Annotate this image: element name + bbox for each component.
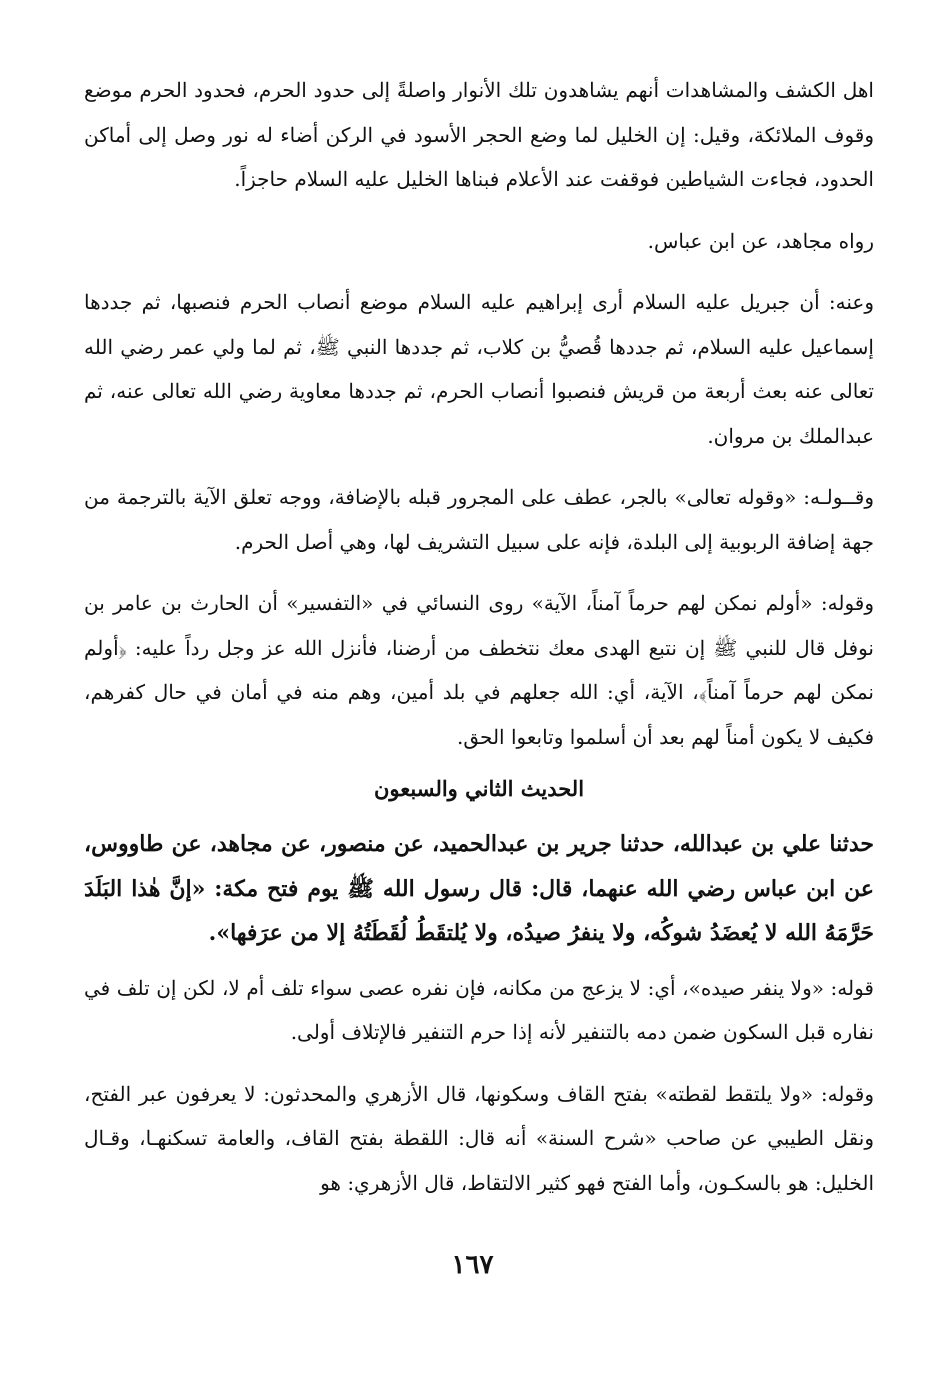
paragraph-4: وقــولـه: «وقوله تعالى» بالجر، عطف على المجرور قبله بالإضافة، ووجه تعلق الآية بالترجمة من جهة إضافة الربوبية إلى البلدة، فإنه على سبيل التشريف لها، وهي أصل الحرم. [84,485,874,554]
page-number: ١٦٧ [451,1250,494,1280]
page-body [84,68,874,1222]
paragraph-5: وقوله: «أولم نمكن لهم حرماً آمناً، الآية» روى النسائي في «التفسير» أن الحارث بن عامر بن نوفل قال للنبي ﷺ إن نتبع الهدى معك نتخطف من أرضنا، فأنزل الله عز وجل رداً عليه: ﴿أولم نمكن لهم حرماً آمناً﴾، الآية، أي: الله جعلهم في بلد أمين، وهم منه في أمان في حال كفرهم، فكيف لا يكون أمناً لهم بعد أن أسلموا وتابعوا الحق. [84,591,874,749]
paragraph-2: رواه مجاهد، عن ابن عباس. [647,228,874,253]
hadith-text: حدثنا علي بن عبدالله، حدثنا جرير بن عبدالحميد، عن منصور، عن مجاهد، عن طاووس، عن ابن عباس رضي الله عنهما، قال: قال رسول الله ﷺ يوم فتح مكة: «إنَّ هٰذا البَلَدَ حَرَّمَهُ الله لا يُعضَدُ شوكُه، ولا ينفرُ صيدُه، ولا يُلتقَطُ لُقَطَتُهُ إلا من عرَفها». [84,831,874,946]
paragraph-3: وعنه: أن جبريل عليه السلام أرى إبراهيم عليه السلام موضع أنصاب الحرم فنصبها، ثم جددها إسماعيل عليه السلام، ثم جددها قُصيُّ بن كلاب، ثم جددها النبي ﷺ، ثم لما ولي عمر رضي الله تعالى عنه بعث أربعة من قريش فنصبوا أنصاب الحرم، ثم جددها معاوية رضي الله تعالى عنه، ثم عبدالملك بن مروان. [84,290,874,448]
commentary-2: وقوله: «ولا يلتقط لقطته» بفتح القاف وسكونها، قال الأزهري والمحدثون: لا يعرفون عبر الفتح، ونقل الطيبي عن صاحب «شرح السنة» أنه قال: اللقطة بفتح القاف، والعامة تسكنهـا، وقـال الخليل: هو بالسكـون، وأما الفتح فهو كثير الالتقاط، قال الأزهري: هو [84,1081,874,1195]
commentary-1: قوله: «ولا ينفر صيده»، أي: لا يزعج من مكانه، فإن نفره عصى سواء تلف أم لا، لكن إن تلف في نفاره قبل السكون ضمن دمه بالتنفير لأنه إذا حرم التنفير فالإتلاف أولى. [84,975,874,1044]
section-heading: الحديث الثاني والسبعون [373,776,585,801]
paragraph-1: اهل الكشف والمشاهدات أنهم يشاهدون تلك الأنوار واصلةً إلى حدود الحرم، فحدود الحرم موضع وقوف الملائكة، وقيل: إن الخليل لما وضع الحجر الأسود في الركن أضاء له نور وصل إلى أماكن الحدود، فجاءت الشياطين فوقفت عند الأعلام فبناها الخليل عليه السلام حاجزاً. [84,78,874,191]
